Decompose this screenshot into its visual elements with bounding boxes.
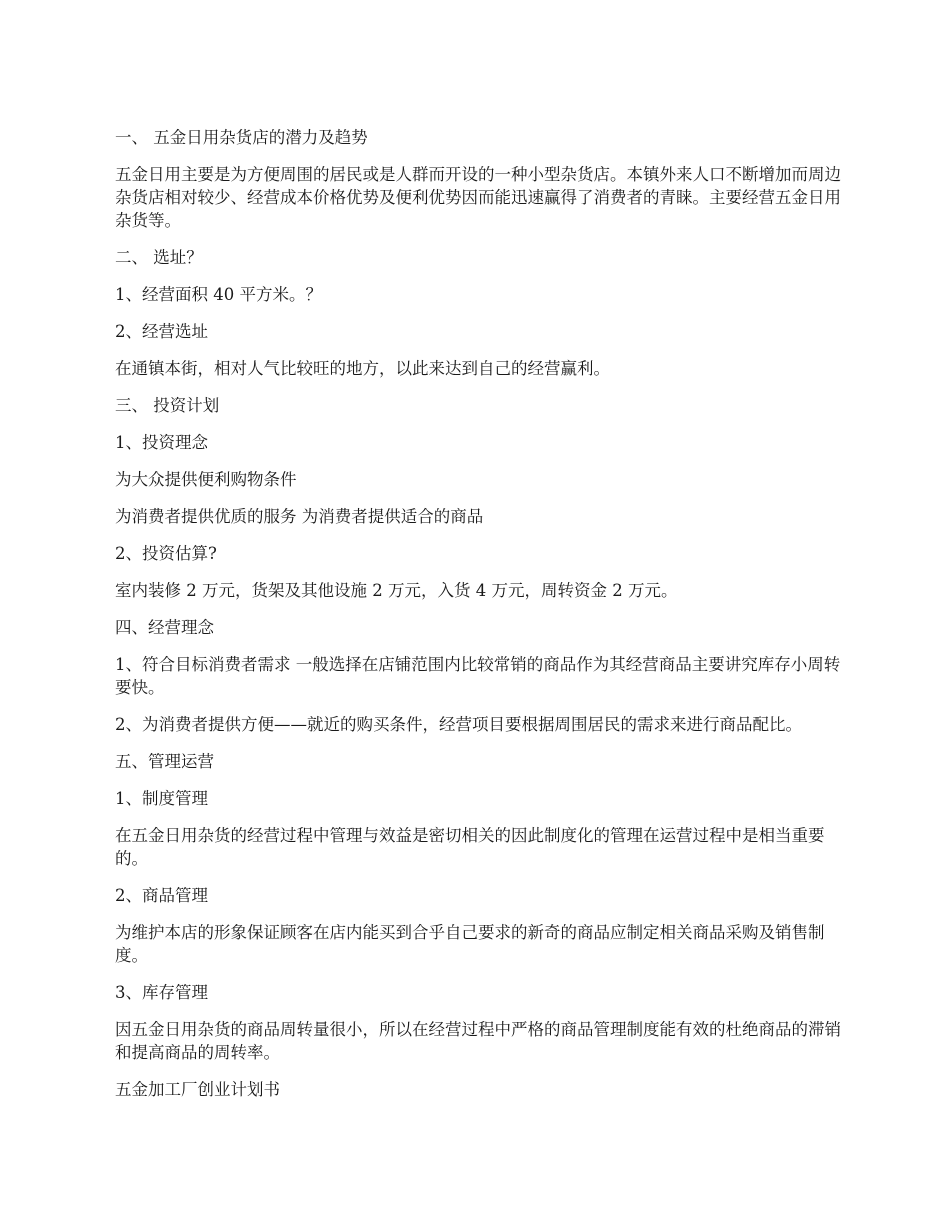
section-heading-2: 二、 选址？ [115,248,203,267]
paragraph: 为大众提供便利购物条件 [115,470,297,489]
paragraph: 五金日用主要是为方便周围的居民或是人群而开设的一种小型杂货店。本镇外来人口不断增加而周边杂货店相对较少、经营成本价格优势及便利优势因而能迅速赢得了消费者的青睐。主要经营五金日用杂货等。 [115,165,841,230]
subheading: 1、投资理念 [115,433,208,452]
subheading: 2、商品管理 [115,886,208,905]
section-heading-5: 五、管理运营 [115,752,214,771]
subheading: 1、制度管理 [115,789,208,808]
paragraph: 在通镇本街，相对人气比较旺的地方，以此来达到自己的经营赢利。 [115,359,610,378]
paragraph: 2、为消费者提供方便——就近的购买条件，经营项目要根据周围居民的需求来进行商品配比。 [115,715,802,734]
section-heading-1: 一、 五金日用杂货店的潜力及趋势 [115,128,368,147]
subheading: 1、经营面积 40 平方米。？ [115,285,322,304]
section-heading-4: 四、经营理念 [115,618,214,637]
paragraph: 1、符合目标消费者需求 一般选择在店铺范围内比较常销的商品作为其经营商品主要讲究库存小周转要快。 [115,655,841,697]
subheading: 2、投资估算? [115,544,217,563]
paragraph: 因五金日用杂货的商品周转量很小，所以在经营过程中严格的商品管理制度能有效的杜绝商品的滞销和提高商品的周转率。 [115,1020,841,1062]
paragraph: 为维护本店的形象保证顾客在店内能买到合乎自己要求的新奇的商品应制定相关商品采购及销售制度。 [115,923,825,965]
paragraph: 为消费者提供优质的服务 为消费者提供适合的商品 [115,507,484,526]
paragraph: 室内装修 2 万元，货架及其他设施 2 万元，入货 4 万元，周转资金 2 万元。 [115,581,678,600]
section-heading-3: 三、 投资计划 [115,396,220,415]
document-body [115,126,845,1115]
document-title-next: 五金加工厂创业计划书 [115,1080,280,1099]
subheading: 3、库存管理 [115,983,208,1002]
subheading: 2、经营选址 [115,322,208,341]
paragraph: 在五金日用杂货的经营过程中管理与效益是密切相关的因此制度化的管理在运营过程中是相当重要的。 [115,826,825,868]
